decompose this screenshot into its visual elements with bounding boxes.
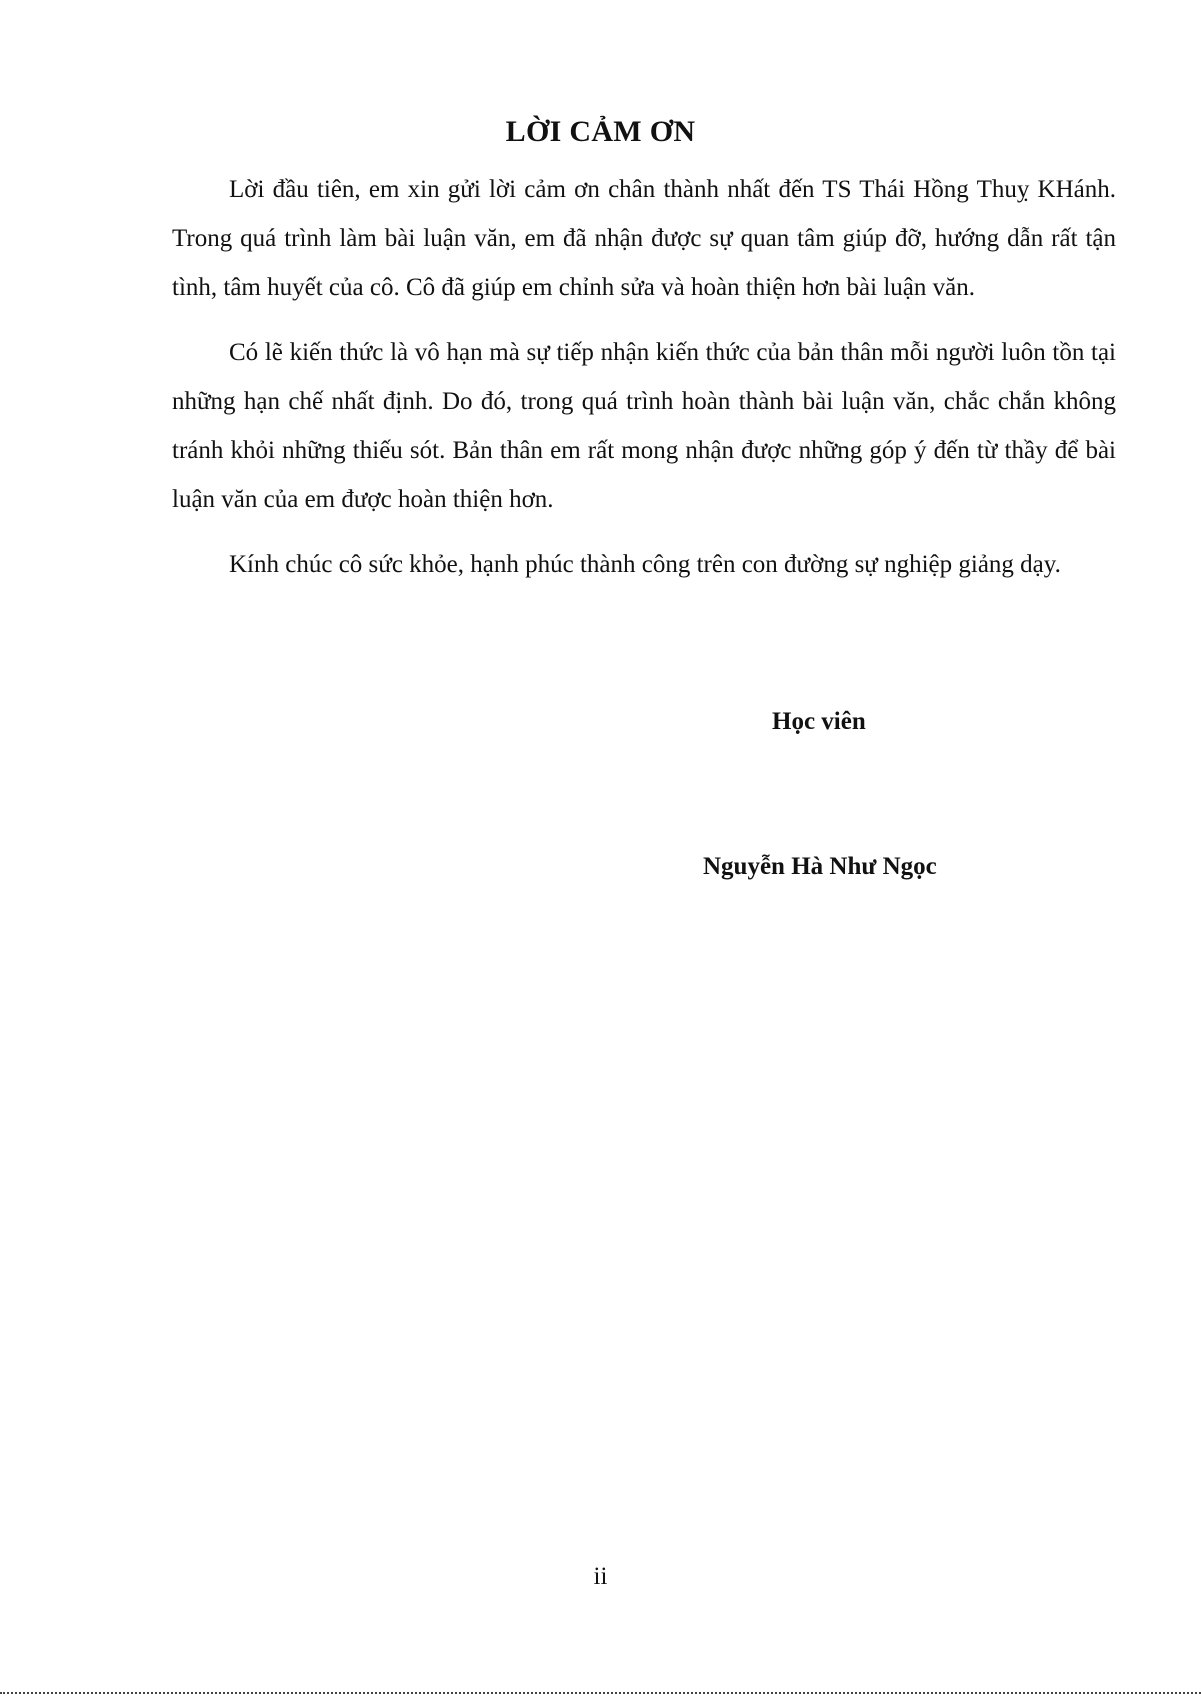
- page-title: LỜI CẢM ƠN: [505, 115, 696, 148]
- signature-role: Học viên: [772, 708, 866, 735]
- signature-name: Nguyễn Hà Như Ngọc: [703, 853, 937, 880]
- page-bottom-divider: [0, 1692, 1201, 1694]
- paragraph-limitations: Có lẽ kiến thức là vô hạn mà sự tiếp nhận kiến thức của bản thân mỗi người luôn tồn tại những hạn chế nhất định. Do đó, trong quá trình hoàn thành bài luận văn, chắc chắn không tránh khỏi những thiếu sót. Bản thân em rất mong nhận được những góp ý đến từ thầy để bài luận văn của em được hoàn thiện hơn.: [172, 339, 1116, 513]
- acknowledgement-body: [172, 165, 1116, 605]
- paragraph-wishes: Kính chúc cô sức khỏe, hạnh phúc thành công trên con đường sự nghiệp giảng dạy.: [229, 551, 1061, 578]
- page-number: ii: [593, 1563, 608, 1590]
- paragraph-thanks-advisor: Lời đầu tiên, em xin gửi lời cảm ơn chân thành nhất đến TS Thái Hồng Thuỵ KHánh. Trong quá trình làm bài luận văn, em đã nhận được sự quan tâm giúp đỡ, hướng dẫn rất tận tình, tâm huyết của cô. Cô đã giúp em chỉnh sửa và hoàn thiện hơn bài luận văn.: [172, 176, 1116, 301]
